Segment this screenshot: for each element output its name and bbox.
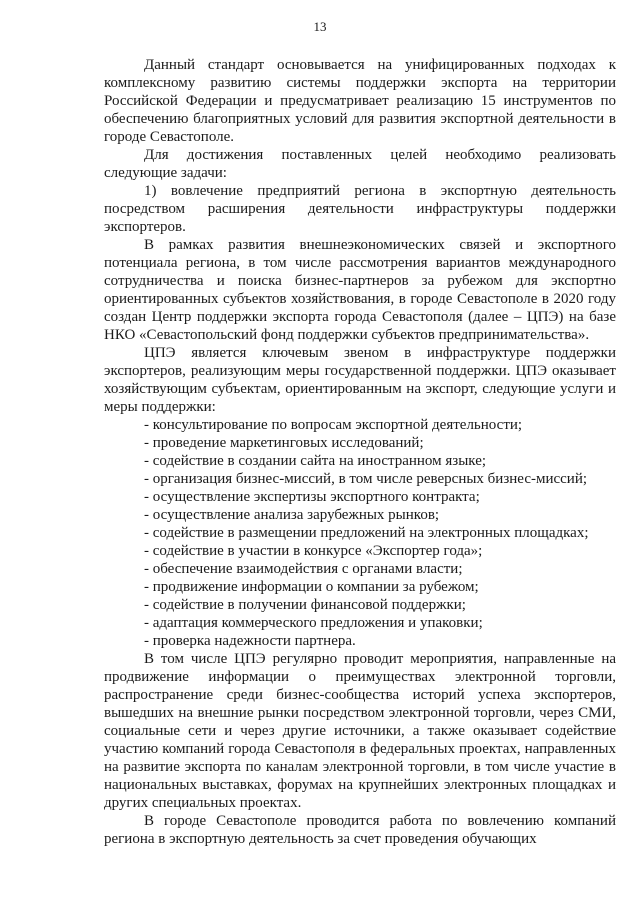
paragraph-tasks-intro: Для достижения поставленных целей необходимо реализовать следующие задачи: (104, 147, 616, 181)
service-item: - адаптация коммерческого предложения и упаковки; (144, 615, 483, 631)
service-item: - организация бизнес-миссий, в том числе реверсных бизнес-миссий; (144, 471, 588, 487)
service-item: - осуществление экспертизы экспортного контракта; (144, 489, 480, 505)
page-number: 13 (313, 19, 327, 34)
service-item: - содействие в создании сайта на иностранном языке; (144, 453, 487, 469)
paragraph-services-intro: ЦПЭ является ключевым звеном в инфраструктуре поддержки экспортеров, реализующим меры государственной поддержки. ЦПЭ оказывает хозяйствующим субъектам, ориентированным на экспорт, следующие услуги и меры поддержки: (104, 345, 616, 415)
service-item: - обеспечение взаимодействия с органами власти; (144, 561, 463, 577)
task-item: 1) вовлечение предприятий региона в экспортную деятельность посредством расширения деятельности инфраструктуры поддержки экспортеров. (104, 183, 616, 235)
paragraph-export-center: В рамках развития внешнеэкономических связей и экспортного потенциала региона, в том числе рассмотрения вариантов международного сотрудничества и поиска бизнес-партнеров за рубежом для экспортно ориентированных субъектов хозяйствования, в городе Севастополе в 2020 году создан Центр поддержки экспорта города Севастополя (далее – ЦПЭ) на базе НКО «Севастопольский фонд поддержки субъектов предпринимательства». (104, 237, 616, 343)
service-item: - консультирование по вопросам экспортной деятельности; (144, 417, 523, 433)
service-item: - содействие в участии в конкурсе «Экспортер года»; (144, 543, 483, 559)
service-item: - содействие в получении финансовой поддержки; (144, 597, 466, 613)
paragraph-standard-intro: Данный стандарт основывается на унифицированных подходах к комплексному развитию системы поддержки экспорта на территории Российской Федерации и предусматривает реализацию 15 инструментов по обеспечению благоприятных условий для развития экспортной деятельности в городе Севастополе. (104, 57, 616, 145)
service-item: - продвижение информации о компании за рубежом; (144, 579, 479, 595)
paragraph-training: В городе Севастополе проводится работа по вовлечению компаний региона в экспортную деятельность за счет проведения обучающих (104, 813, 616, 847)
services-list (104, 416, 616, 650)
service-item: - проверка надежности партнера. (144, 633, 356, 649)
document-body (104, 56, 616, 848)
paragraph-ecommerce-events: В том числе ЦПЭ регулярно проводит мероприятия, направленные на продвижение информации о преимуществах электронной торговли, распространение среди бизнес-сообщества историй успеха экспортеров, вышедших на внешние рынки посредством электронной торговли, через СМИ, социальные сети и через другие источники, а также оказывает содействие участию компаний города Севастополя в федеральных проектах, направленных на развитие экспорта по каналам электронной торговли, в том числе участие в национальных выставках, форумах на крупнейших электронных площадках и других специальных проектах. (104, 651, 616, 811)
service-item: - содействие в размещении предложений на электронных площадках; (144, 525, 589, 541)
service-item: - осуществление анализа зарубежных рынков; (144, 507, 440, 523)
service-item: - проведение маркетинговых исследований; (144, 435, 424, 451)
task-list (104, 182, 616, 236)
